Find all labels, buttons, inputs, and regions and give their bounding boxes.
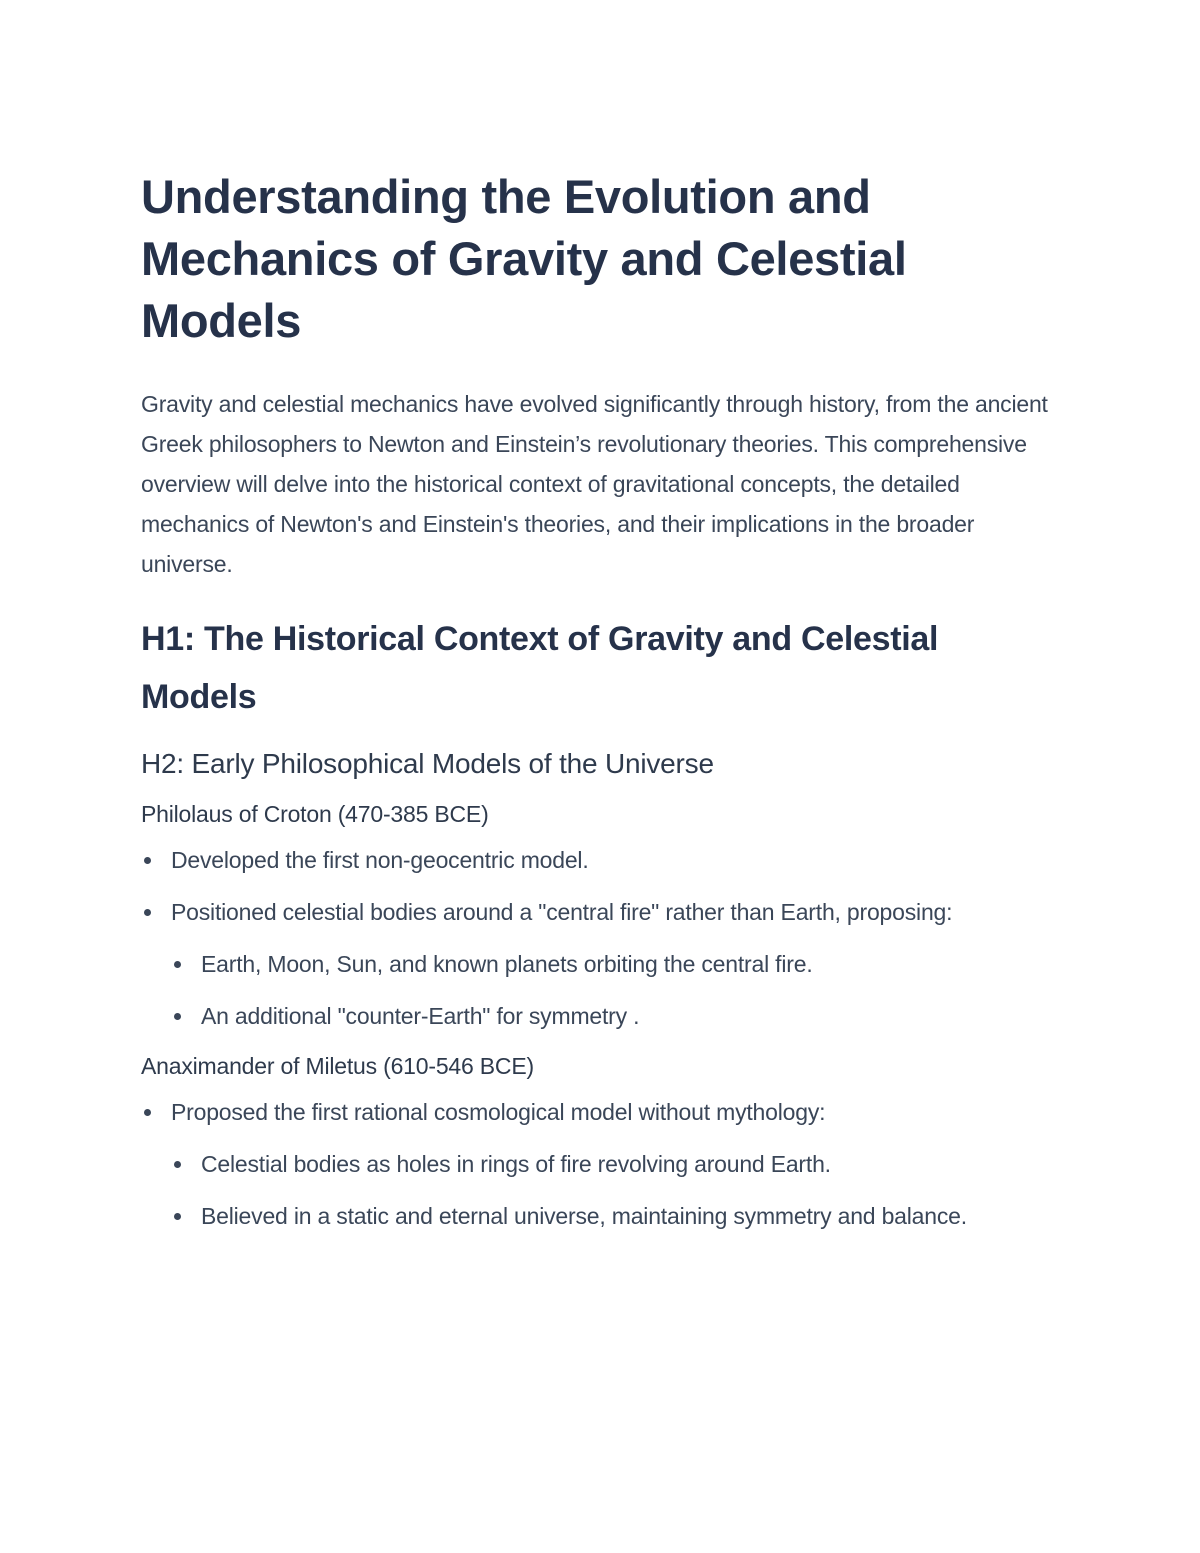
- bullet-icon: [144, 1109, 151, 1116]
- document-title: Understanding the Evolution and Mechanics of Gravity and Celestial Models: [141, 170, 907, 347]
- bullet-icon: [174, 961, 181, 968]
- list-item-text: Positioned celestial bodies around a "central fire" rather than Earth, proposing:: [171, 899, 953, 925]
- intro-paragraph: Gravity and celestial mechanics have evolved significantly through history, from the ancient Greek philosophers to Newton and Einstein’s revolutionary theories. This comprehensive overview will delve into the historical context of gravitational concepts, the detailed mechanics of Newton's and Einstein's theories, and their implications in the broader universe.: [141, 391, 1048, 577]
- list-item: [171, 944, 1061, 984]
- anaximander-list: [141, 1092, 1061, 1132]
- list-item: [171, 996, 1061, 1036]
- list-item-text: Celestial bodies as holes in rings of fire revolving around Earth.: [201, 1151, 831, 1177]
- bullet-icon: [174, 1213, 181, 1220]
- philolaus-sublist: [141, 944, 1061, 1036]
- philolaus-list: [141, 840, 1061, 932]
- anaximander-heading: Anaximander of Miletus (610-546 BCE): [141, 1053, 534, 1079]
- list-item-text: Developed the first non-geocentric model.: [171, 847, 589, 873]
- philolaus-heading: Philolaus of Croton (470-385 BCE): [141, 801, 489, 827]
- list-item: [171, 1144, 1061, 1184]
- bullet-icon: [144, 909, 151, 916]
- document-page: [141, 166, 1061, 1236]
- bullet-icon: [144, 857, 151, 864]
- list-item-text: Proposed the first rational cosmological model without mythology:: [171, 1099, 826, 1125]
- list-item: [141, 892, 1061, 932]
- anaximander-sublist: [141, 1144, 1061, 1236]
- list-item-text: An additional "counter-Earth" for symmetry .: [201, 1003, 640, 1029]
- list-item: [141, 1092, 1061, 1132]
- bullet-icon: [174, 1013, 181, 1020]
- subsection-heading-h2: H2: Early Philosophical Models of the Universe: [141, 748, 714, 779]
- list-item-text: Earth, Moon, Sun, and known planets orbiting the central fire.: [201, 951, 813, 977]
- list-item: [171, 1196, 1061, 1236]
- section-heading-h1: H1: The Historical Context of Gravity and Celestial Models: [141, 620, 939, 716]
- list-item: [141, 840, 1061, 880]
- bullet-icon: [174, 1161, 181, 1168]
- list-item-text: Believed in a static and eternal universe, maintaining symmetry and balance.: [201, 1203, 967, 1229]
